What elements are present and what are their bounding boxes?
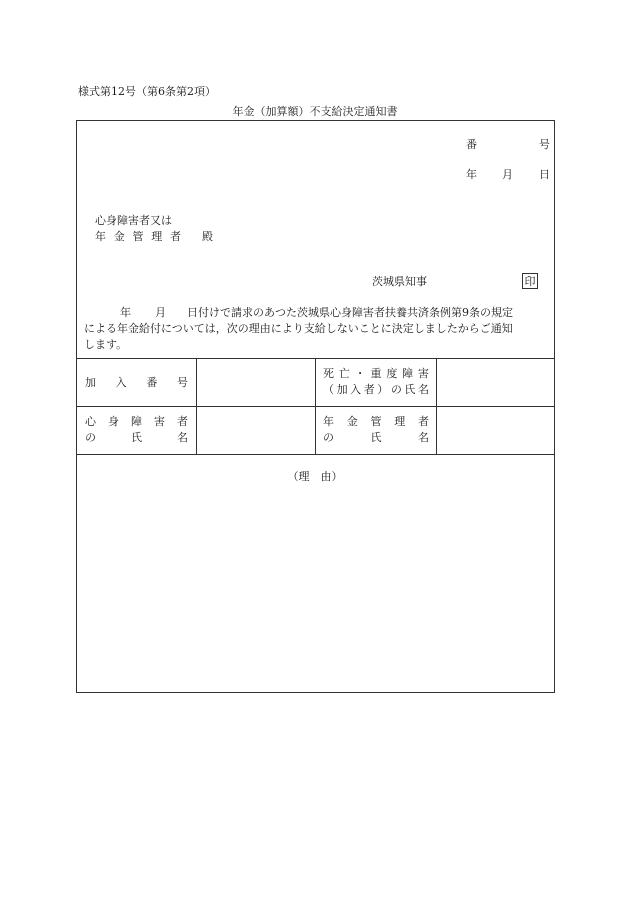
pension-manager-label-line-1: 年 金 管 理 者 xyxy=(323,415,429,428)
member-number-field[interactable] xyxy=(198,360,314,405)
notice-body: 年 月 日付けで請求のあつた茨城県心身障害者扶養共済条例第9条の規定 による年金給付については，次の理由により支給しないことに決定しましたからご通知 します。 xyxy=(84,306,513,351)
document-title: 年金（加算額）不支給決定通知書 xyxy=(232,105,398,118)
date-day-label: 日 xyxy=(539,168,550,181)
addressee-honorific: 殿 xyxy=(202,230,213,243)
disabled-person-name-field[interactable] xyxy=(198,408,314,453)
number-label-2: 号 xyxy=(539,138,550,151)
date-year-label: 年 xyxy=(466,168,477,181)
pension-manager-name-field[interactable] xyxy=(438,408,554,453)
reason-field[interactable] xyxy=(78,490,553,690)
deceased-label-line-2: （ 加 入 者 ） の 氏 名 xyxy=(323,383,429,396)
seal-stamp: 印 xyxy=(522,273,538,289)
form-number: 様式第12号（第6条第2項） xyxy=(78,85,216,98)
addressee-line-1: 心身障害者又は xyxy=(95,214,172,227)
deceased-label-line-1: 死 亡 ・ 重 度 障 害 xyxy=(323,367,429,380)
disabled-person-label-line-1: 心 身 障 害 者 xyxy=(85,415,188,428)
sender-name: 茨城県知事 xyxy=(372,275,427,288)
addressee-line-2: 年 金 管 理 者 xyxy=(95,230,181,243)
disabled-person-label-line-2: の 氏 名 xyxy=(85,431,188,444)
table-divider-3 xyxy=(436,358,437,454)
deceased-name-field[interactable] xyxy=(438,360,554,405)
date-month-label: 月 xyxy=(502,168,513,181)
number-label-1: 番 xyxy=(466,138,477,151)
pension-manager-label-line-2: の 氏 名 xyxy=(323,431,429,444)
table-divider-2 xyxy=(315,358,316,454)
table-bottom-border xyxy=(76,454,555,455)
member-number-label: 加 入 番 号 xyxy=(85,376,188,389)
reason-label: （理 由） xyxy=(287,470,343,483)
table-divider-1 xyxy=(196,358,197,454)
